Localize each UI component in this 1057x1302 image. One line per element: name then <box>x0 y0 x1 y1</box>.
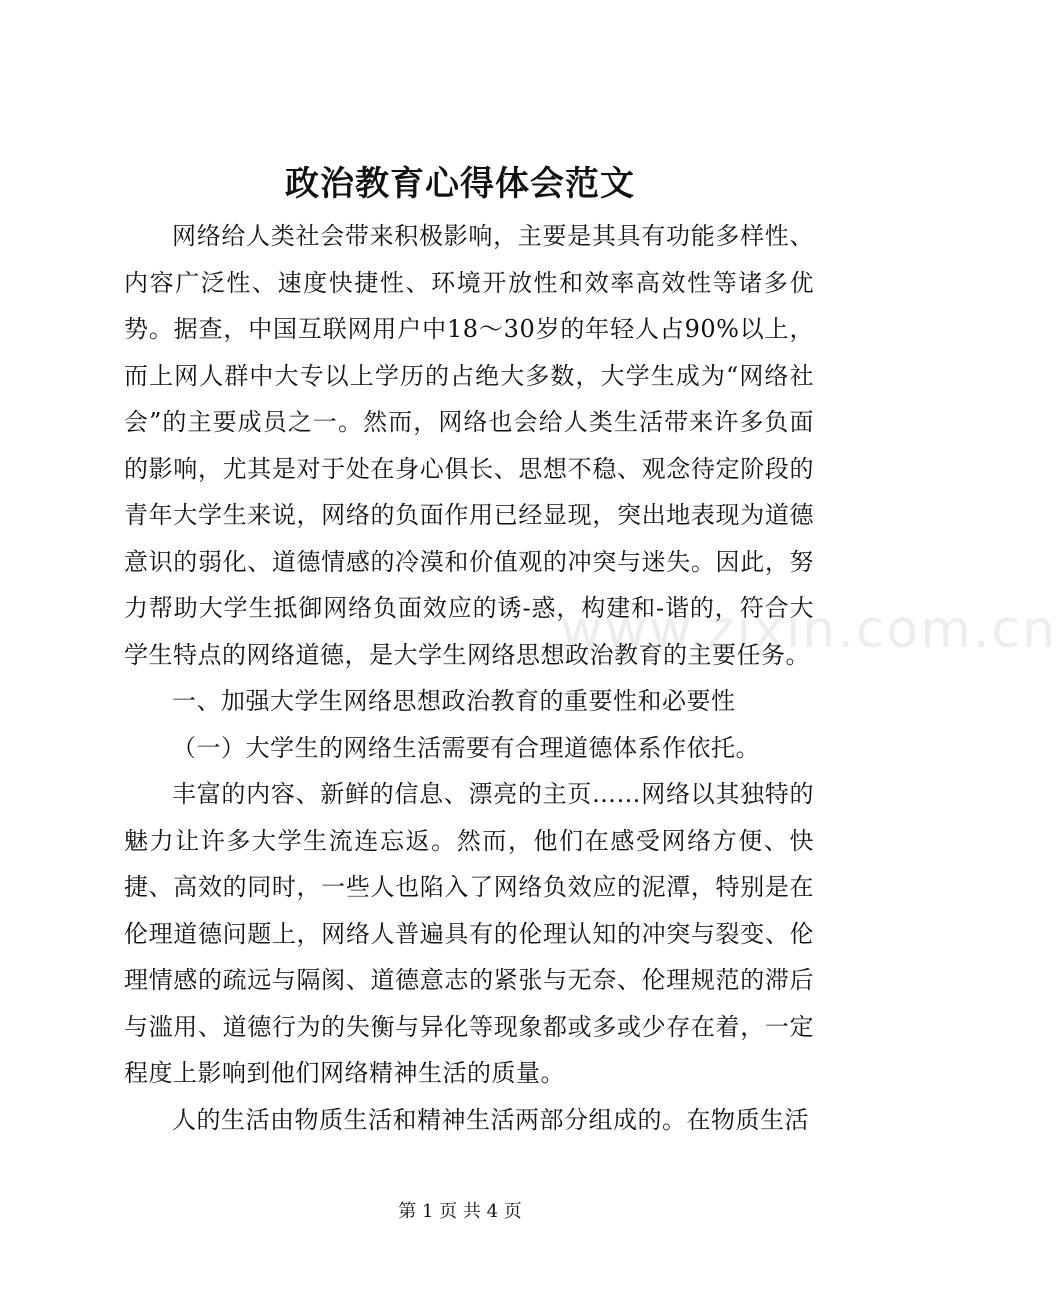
section-heading-1: 一、加强大学生网络思想政治教育的重要性和必要性 <box>172 687 736 715</box>
watermark: www.zixin.com.cn <box>560 600 1057 660</box>
paragraph-network-life: 丰富的内容、新鲜的信息、漂亮的主页……网络以其独特的魅力让许多大学生流连忘返。然而，他们在感受网络方便、快捷、高效的同时，一些人也陷入了网络负效应的泥潭，特别是在伦理道德问题上，网络人普遍具有的伦理认知的冲突与裂变、伦理情感的疏远与隔阂、道德意志的紧张与无奈、伦理规范的滞后与滥用、道德行为的失衡与异化等现象都或多或少存在着，一定程度上影响到他们网络精神生活的质量。 <box>124 780 814 1087</box>
subsection-heading-1: （一）大学生的网络生活需要有合理道德体系作依托。 <box>172 733 760 762</box>
paragraph-material-spiritual: 人的生活由物质生活和精神生活两部分组成的。在物质生活 <box>172 1105 809 1134</box>
paragraph-intro: 网络给人类社会带来积极影响，主要是其具有功能多样性、内容广泛性、速度快捷性、环境开放性和效率高效性等诸多优势。据查，中国互联网用户中18～30岁的年轻人占90%以上，而上网人群中大专以上学历的占绝大多数，大学生成为“网络社会”的主要成员之一。然而，网络也会给人类生活带来许多负面的影响，尤其是对于处在身心俱长、思想不稳、观念待定阶段的青年大学生来说，网络的负面作用已经显现，突出地表现为道德意识的弱化、道德情感的冷漠和价值观的冲突与迷失。因此，努力帮助大学生抵御网络负面效应的诱-惑，构建和-谐的，符合大学生特点的网络道德，是大学生网络思想政治教育的主要任务。 <box>124 222 814 669</box>
document-body <box>124 213 814 1143</box>
document-title: 政治教育心得体会范文 <box>285 164 635 204</box>
page-number-footer: 第 1 页 共 4 页 <box>398 1201 522 1222</box>
